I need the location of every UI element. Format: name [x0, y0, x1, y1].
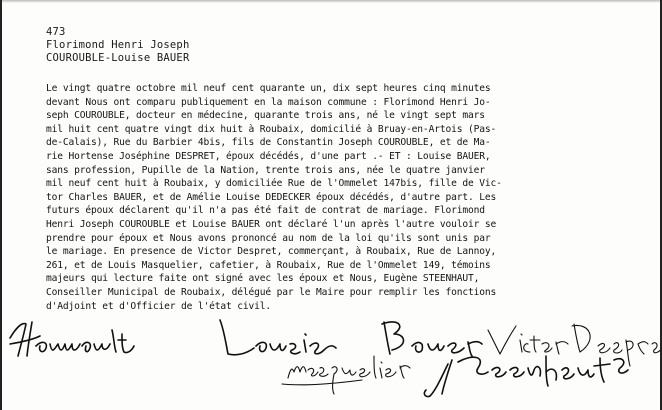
spouse-names-line-2: COUROUBLE-Louise BAUER [46, 52, 190, 64]
act-line: majeurs qui lecture faite ont signé avec les époux et Nous, Eugène STEENHAUT, [46, 273, 480, 285]
act-line: prendre pour époux et Nous avons prononcé au nom de la loi qu'ils sont unis par [46, 232, 491, 244]
act-line: Le vingt quatre octobre mil neuf cent quarante un, dix sept heures cinq minutes [46, 83, 491, 94]
record-number: 473 [46, 26, 66, 38]
handwritten-signature-steenhaut-icon [424, 356, 628, 397]
act-line: Henri Joseph COUROUBLE et Louise BAUER ont déclaré l'un après l'autre vouloir se [46, 218, 497, 230]
handwritten-signature-bauer-icon [382, 322, 482, 356]
marriage-act-text [46, 82, 658, 313]
signatures-area [2, 300, 662, 410]
act-line: Conseiller Municipal de Roubaix, délégué par le Maire pour remplir les fonctions [46, 286, 497, 298]
act-line: le mariage. En presence de Victor Despret, commerçant, à Roubaix, Rue de Lannoy, [46, 246, 497, 258]
act-line: mil neuf cent huit à Roubaix, y domiciliée Rue de l'Ommelet 147bis, fille de Vic- [46, 178, 502, 190]
signatures-drawing [2, 300, 662, 410]
handwritten-signature-victor-despret-icon [488, 324, 662, 366]
act-line: futurs époux déclarent qu'il n'a pas été fait de contrat de mariage. Florimond [46, 205, 485, 217]
act-line: de-Calais), Rue du Barbier 4bis, fils de Constantin Joseph COUROUBLE, et de Ma- [46, 137, 491, 149]
act-line: tor Charles BAUER, et de Amélie Louise DEDECKER époux décédés, d'autre part. Les [46, 191, 497, 203]
act-line: rie Hortense Joséphine DESPRET, époux décédés, d'une part .- ET : Louise BAUER, [46, 150, 491, 162]
act-line: seph COUROUBLE, docteur en médecine, quarante trois ans, né le vingt sept mars [46, 110, 485, 122]
handwritten-signature-courouble-icon [10, 322, 134, 356]
page-edge [2, 0, 660, 3]
act-line: mil huit cent quatre vingt dix huit à Roubaix, domicilié à Bruay-en-Artois (Pas- [46, 123, 497, 135]
act-line: devant Nous ont comparu publiquement en la maison commune : Florimond Henri Jo- [46, 96, 491, 108]
act-line: sans profession, Pupille de la Nation, trente trois ans, née le quatre janvier [46, 164, 485, 176]
spouse-names-line-1: Florimond Henri Joseph [46, 39, 190, 51]
handwritten-signature-masquelier-icon [282, 356, 410, 394]
act-line: 261, et de Louis Masquelier, cafetier, à Roubaix, Rue de l'Ommelet 149, témoins [46, 259, 491, 271]
act-line: d'Adjoint et d'Officier de l'état civil. [46, 300, 272, 312]
record-header [46, 26, 189, 65]
handwritten-signature-louise-bauer-icon [220, 320, 336, 355]
